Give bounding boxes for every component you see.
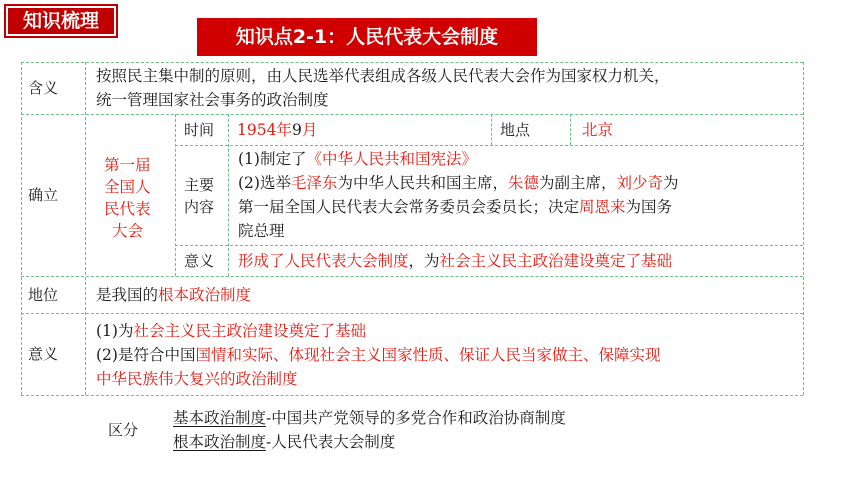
table-line <box>21 62 803 63</box>
content-line: (2)选举毛泽东为中华人民共和国主席，朱德为副主席，刘少奇为 <box>238 174 679 192</box>
event-name-line: 第一届 <box>104 156 151 174</box>
meaning-text-line: 统一管理国家社会事务的政治制度 <box>96 91 329 109</box>
section-badge-label: 知识梳理 <box>8 8 114 34</box>
table-line <box>803 62 804 395</box>
event-name-line: 大会 <box>112 222 144 240</box>
table-line <box>85 62 86 395</box>
meaning-text-line: 按照民主集中制的原则，由人民选举代表组成各级人民代表大会作为国家权力机关， <box>96 67 670 85</box>
table-line <box>21 313 803 314</box>
table-line <box>175 245 803 246</box>
table-line <box>175 145 803 146</box>
significance-line: (2)是符合中国国情和实际、体现社会主义国家性质、保证人民当家做主、保障实现 <box>96 346 661 364</box>
table-line <box>21 276 803 277</box>
status-label: 地位 <box>28 286 59 304</box>
distinction-line: 基本政治制度-中国共产党领导的多党合作和政治协商制度 <box>173 409 566 427</box>
table-line <box>21 62 22 395</box>
content-line: (1)制定了《中华人民共和国宪法》 <box>238 150 477 168</box>
section-badge <box>4 4 118 38</box>
distinction-line: 根本政治制度-人民代表大会制度 <box>173 433 396 451</box>
distinction-term: 基本政治制度 <box>173 409 267 427</box>
event-name-line: 全国人 <box>104 178 151 196</box>
meaning-label: 含义 <box>28 79 59 97</box>
distinction-label: 区分 <box>108 421 139 439</box>
establish-label: 确立 <box>28 186 59 204</box>
content-line: 院总理 <box>238 222 285 240</box>
distinction-term: 根本政治制度 <box>173 433 267 451</box>
place-value: 北京 <box>582 121 614 139</box>
table-line <box>21 395 803 396</box>
content-label-line: 主要 <box>184 176 215 194</box>
time-value: 1954年9月 <box>237 121 318 139</box>
significance-line: (1)为社会主义民主政治建设奠定了基础 <box>96 322 366 340</box>
content-line: 第一届全国人民代表大会常务委员会委员长；决定周恩来为国务 <box>238 198 673 216</box>
status-text: 是我国的根本政治制度 <box>96 286 252 304</box>
significance-sub-text: 形成了人民代表大会制度，为社会主义民主政治建设奠定了基础 <box>238 252 673 270</box>
table-line <box>21 114 803 115</box>
event-name-line: 民代表 <box>104 200 151 218</box>
significance-line: 中华民族伟大复兴的政治制度 <box>96 370 298 388</box>
place-label: 地点 <box>500 121 531 139</box>
table-line <box>570 114 571 145</box>
table-line <box>228 114 229 276</box>
page-title: 知识点2-1：人民代表大会制度 <box>197 18 537 56</box>
content-label-line: 内容 <box>184 198 215 216</box>
significance-sub-label: 意义 <box>184 252 215 270</box>
time-label: 时间 <box>184 121 215 139</box>
table-line <box>491 114 492 145</box>
table-line <box>175 114 176 276</box>
significance-label: 意义 <box>28 345 59 363</box>
